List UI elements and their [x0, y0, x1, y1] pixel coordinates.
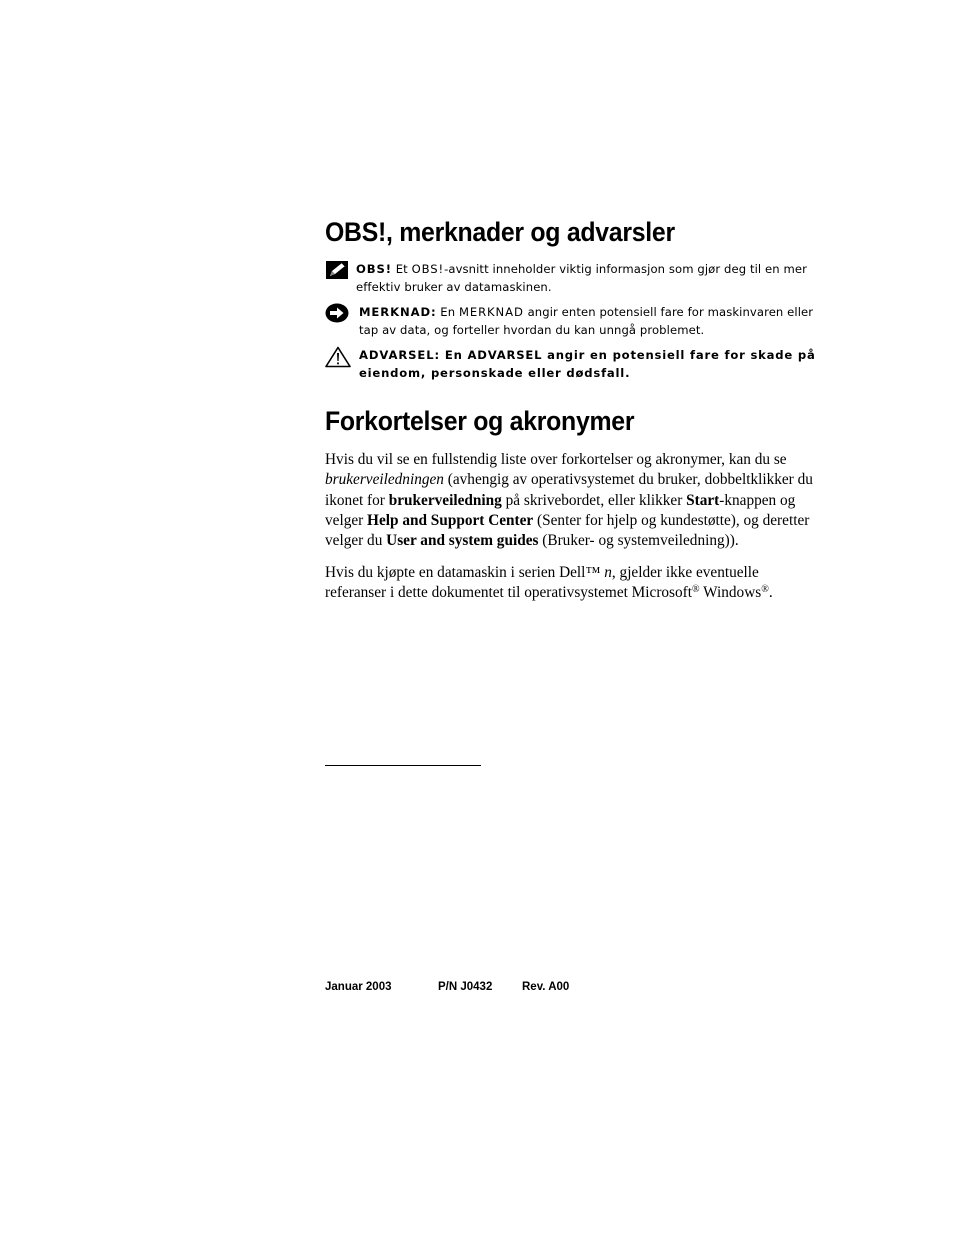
merknad-label: MERKNAD:	[359, 305, 437, 319]
advarsel-label: ADVARSEL:	[359, 348, 441, 362]
notice-arrow-icon	[325, 303, 349, 328]
footer-revision: Rev. A00	[522, 981, 570, 993]
notices-heading: OBS!, merknader og advarsler	[325, 217, 675, 247]
obs-label: OBS!	[356, 262, 392, 276]
pencil-note-icon	[325, 260, 349, 285]
warning-triangle-icon	[325, 346, 351, 373]
abbreviations-paragraph: Hvis du vil se en fullstendig liste over forkortelser og akronymer, kan du se brukerveiledningen (avhengig av operativsystemet du bruker, dobbeltklikker du ikonet for brukerveiledning på skrivebordet, eller klikker Start-knappen og velger Help and Support Center (Senter for hjelp og kundestøtte), og deretter velger du User and system guides (Bruker- og systemveiledning)).	[325, 451, 813, 550]
footer-date: Januar 2003	[325, 981, 392, 993]
abbreviations-heading: Forkortelser og akronymer	[325, 406, 635, 436]
footnote-divider	[325, 765, 481, 766]
dell-n-series-paragraph: Hvis du kjøpte en datamaskin i serien Dell™ n, gjelder ikke eventuelle referanser i dette dokumentet til operativsystemet Microsoft® Windows®.	[325, 564, 773, 602]
footer-part-number: P/N J0432	[438, 981, 493, 993]
document-page: OBS!, merknader og advarsler OBS! Et OBS!-avsnitt inneholder viktig informasjon som gjør deg til en mer effektiv bruker av datamaskinen. MERKNAD: En MERKNAD angir enten potensiell fare for maskinvaren eller tap av data, og forteller hvordan du kan unngå problemet. ADVARSEL: En ADVARSEL angir en potensiell fare for skade på eiendom, personskade eller dødsfall. Forkortelser og akronymer Hvis du vil se en fullstendig liste over forkortelser og akronymer, kan du se brukerveiledningen (avhengig av operativsystemet du bruker, dobbeltklikker du ikonet for brukerveiledning på skrivebordet, eller klikker Start-knappen og velger Help and Support Center (Senter for hjelp og kundestøtte), og deretter velger du User and system guides (Bruker- og systemveiledning)). Hvis du kjøpte en datamaskin i serien Dell™ n, gjelder ikke eventuelle referanser i dette dokumentet til operativsystemet Microsoft® Windows®. Januar 2003 P/N J0432 Rev. A00	[325, 217, 816, 993]
